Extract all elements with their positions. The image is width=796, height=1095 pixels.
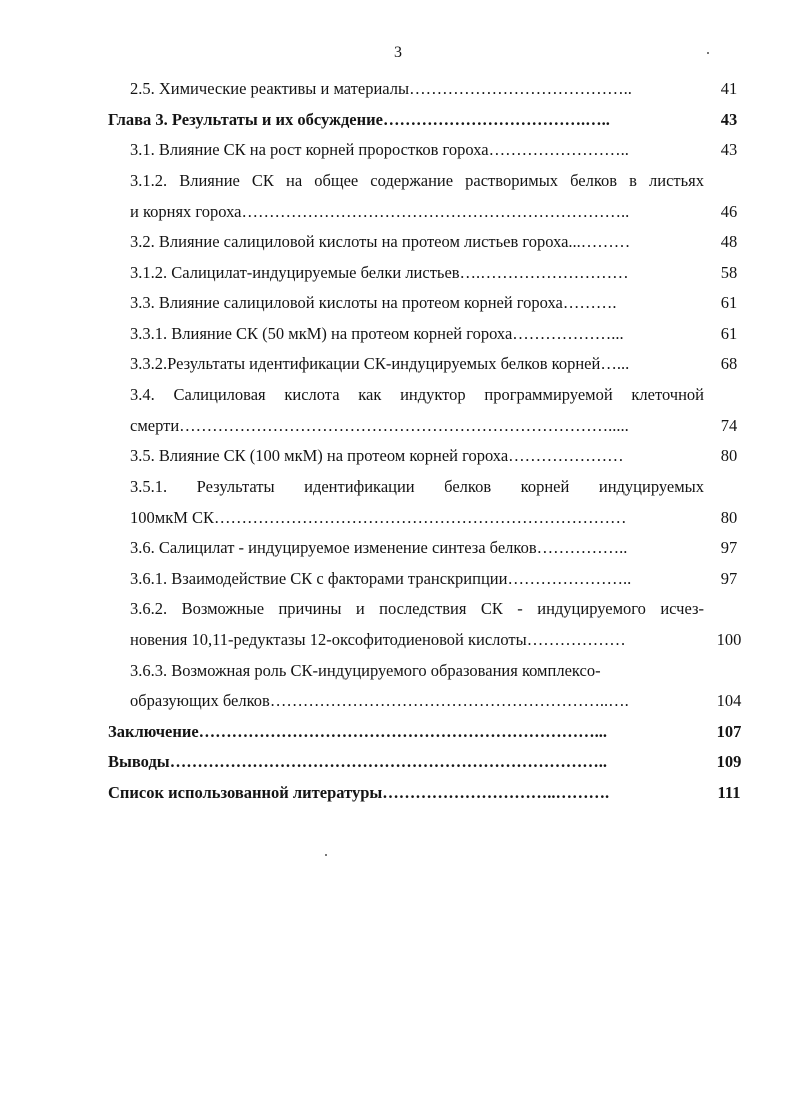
toc-entry-title: 3.6.3. Возможная роль СК-индуцируемого образования комплексо- (130, 660, 601, 680)
toc-entry-page: 111 (717, 782, 741, 802)
toc-entry-title: Выводы…………………………………………………………………….. (108, 752, 607, 771)
toc-entry-page: 46 (720, 201, 738, 221)
toc-entry (108, 319, 748, 350)
toc-entry-page: 97 (720, 538, 738, 557)
toc-entry-title: 2.5. Химические реактивы и материалы………………………………….. (130, 79, 632, 98)
toc-entry (108, 166, 748, 197)
toc-entry (108, 258, 748, 289)
toc-entry (108, 227, 748, 258)
toc-entry-title: 3.6. Салицилат - индуцируемое изменение синтеза белков…………….. (130, 538, 628, 557)
toc-entry-page: 97 (720, 568, 738, 588)
toc-entry-title: 3.2. Влияние салициловой кислоты на протеом листьев гороха...……… (130, 232, 631, 251)
toc-entry-title: 100мкМ СК………………………………………………………………… (130, 507, 627, 527)
page-number: 3 (394, 44, 402, 61)
toc-entry-title: 3.1. Влияние СК на рост корней проростков гороха…………………….. (130, 140, 629, 159)
toc-entry-title: смерти……………………………………………………………………..... (130, 415, 629, 435)
toc-entry (108, 441, 748, 472)
toc-entry-title: новения 10,11-редуктазы 12-оксофитодиеновой кислоты……………… (130, 630, 626, 649)
toc-entry-title: Заключение………………………………………………………………... (108, 721, 608, 741)
toc-entry-page: 80 (720, 446, 738, 465)
toc-entry-page: 80 (720, 507, 738, 527)
toc-entry-page: 43 (720, 140, 738, 159)
toc-entry-title: Глава 3. Результаты и их обсуждение……………………………….….. (108, 109, 610, 129)
toc-entry-title: и корнях гороха…………………………………………………………….. (130, 201, 630, 221)
toc-entry (108, 197, 748, 228)
toc-entry (108, 747, 748, 778)
toc-entry-title: 3.5.1. Результаты идентификации белков корней индуцируемых (130, 476, 704, 496)
toc-entry-title: 3.1.2. Салицилат-индуцируемые белки листьев….……………………… (130, 262, 629, 282)
toc-entry (108, 503, 748, 534)
toc-entry (108, 533, 748, 564)
toc-entry-page: 68 (720, 354, 738, 373)
toc-entry (108, 105, 748, 136)
toc-entry-page: 107 (716, 721, 742, 741)
toc-entry-title: 3.6.2. Возможные причины и последствия СК - индуцируемого исчез- (130, 599, 704, 618)
toc-entry-title: Список использованной литературы…………………………..………. (108, 782, 610, 802)
toc-entry-title: 3.4. Салициловая кислота как индуктор программируемой клеточной (130, 384, 704, 404)
toc-entry-title: образующих белков……………………………………………………..…. (130, 691, 629, 710)
toc-entry-page: 104 (716, 691, 742, 710)
toc-entry-page: 61 (720, 323, 738, 343)
toc-entry-page: 100 (716, 630, 742, 649)
toc-entry (108, 625, 748, 656)
toc-entry (108, 472, 748, 503)
toc-entry (108, 564, 748, 595)
toc-entry (108, 411, 748, 442)
toc-entry (108, 380, 748, 411)
toc-entry (108, 349, 748, 380)
toc-entry (108, 135, 748, 166)
toc-entry-page: 109 (716, 752, 742, 771)
scan-speck (325, 854, 327, 856)
toc-entry (108, 778, 748, 809)
table-of-contents (108, 74, 748, 808)
toc-entry-page: 58 (720, 262, 738, 282)
toc-entry (108, 74, 748, 105)
toc-entry-page: 61 (720, 293, 738, 312)
toc-entry-title: 3.3.2.Результаты идентификации СК-индуцируемых белков корней…... (130, 354, 630, 373)
toc-entry-title: 3.3. Влияние салициловой кислоты на протеом корней гороха………. (130, 293, 617, 312)
toc-entry-page: 48 (720, 232, 738, 251)
toc-entry (108, 656, 748, 687)
toc-entry-page: 74 (720, 415, 738, 435)
toc-entry-page: 43 (720, 109, 738, 129)
toc-entry-title: 3.3.1. Влияние СК (50 мкМ) на протеом корней гороха………………... (130, 323, 624, 343)
toc-entry (108, 686, 748, 717)
toc-entry-title: 3.1.2. Влияние СК на общее содержание растворимых белков в листьях (130, 170, 704, 190)
toc-entry (108, 594, 748, 625)
toc-entry-title: 3.6.1. Взаимодействие СК с факторами транскрипции………………….. (130, 568, 632, 588)
toc-entry-page: 41 (720, 79, 738, 98)
toc-entry-title: 3.5. Влияние СК (100 мкМ) на протеом корней гороха………………… (130, 446, 624, 465)
scan-speck (707, 52, 709, 54)
toc-entry (108, 288, 748, 319)
toc-entry (108, 717, 748, 748)
